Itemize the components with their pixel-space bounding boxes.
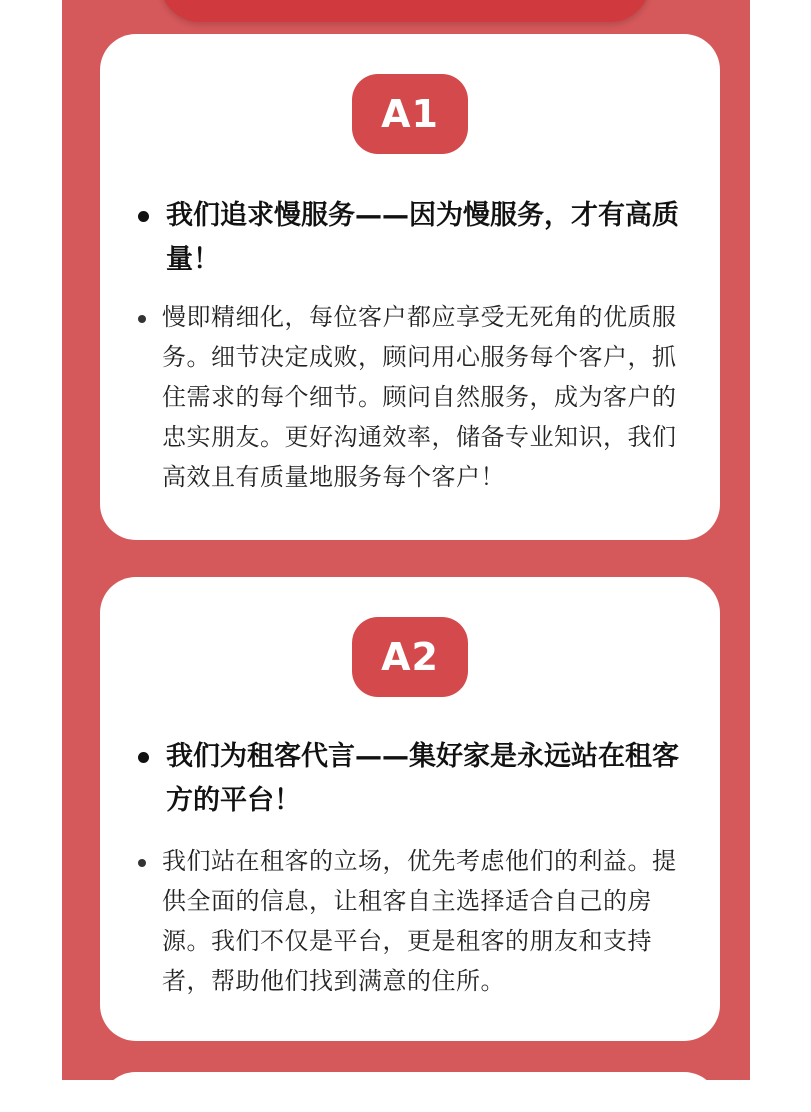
info-card-a2 xyxy=(100,577,720,1041)
heading-bullet-icon xyxy=(138,211,149,222)
card-body-a1: 慢即精细化，每位客户都应享受无死角的优质服务。细节决定成败，顾问用心服务每个客户，抓住需求的每个细节。顾问自然服务，成为客户的忠实朋友。更好沟通效率，储备专业知识，我们高效且有质量地服务每个客户！ xyxy=(162,303,677,491)
heading-bullet-icon xyxy=(138,752,149,763)
next-card-edge xyxy=(100,1072,720,1112)
card-badge-a2: A2 xyxy=(352,617,468,697)
info-card-a1 xyxy=(100,34,720,540)
body-bullet-icon xyxy=(138,859,146,867)
top-red-tab xyxy=(160,0,650,22)
body-bullet-icon xyxy=(138,315,146,323)
card-badge-a1: A1 xyxy=(352,74,468,154)
card-heading-a2: 我们为租客代言——集好家是永远站在租客方的平台！ xyxy=(166,741,679,816)
card-body-a2: 我们站在租客的立场，优先考虑他们的利益。提供全面的信息，让租客自主选择适合自己的房源。我们不仅是平台，更是租客的朋友和支持者，帮助他们找到满意的住所。 xyxy=(162,847,677,995)
card-heading-a1: 我们追求慢服务——因为慢服务，才有高质量！ xyxy=(166,200,679,275)
